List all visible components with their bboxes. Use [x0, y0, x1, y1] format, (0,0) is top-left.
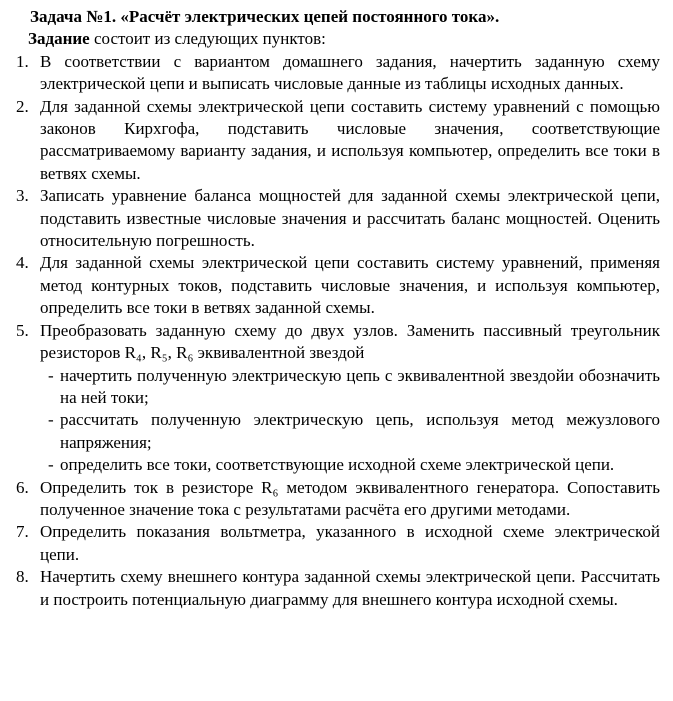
item-number: 5.	[16, 320, 29, 340]
list-subitem	[48, 409, 660, 454]
item-number: 8.	[16, 567, 29, 587]
intro-lead: Задание	[28, 29, 90, 49]
task-list	[14, 51, 660, 611]
item-body	[40, 320, 660, 477]
document-title: Задача №1. «Расчёт электрических цепей постоянного тока».	[30, 7, 500, 26]
list-item	[14, 252, 660, 319]
item-text: Начертить схему внешнего контура заданной схемы электрической цепи. Рассчитать и построить потенциальную диаграмму для внешнего контура исходной схемы.	[40, 567, 660, 609]
item-number: 2.	[16, 96, 29, 116]
item-text: Определить показания вольтметра, указанного в исходной схеме электрической цепи.	[40, 522, 660, 564]
subitem-dash: -	[48, 455, 54, 475]
subitem-text: рассчитать полученную электрическую цепь, используя метод межузлового напряжения;	[60, 410, 660, 452]
subitem-text: определить все токи, соответствующие исходной схеме электрической цепи.	[60, 455, 615, 475]
sub-list	[40, 365, 660, 477]
list-item	[14, 477, 660, 522]
list-item	[14, 521, 660, 566]
item-text: Преобразовать заданную схему до двух узлов. Заменить пассивный треугольник резисторов R₄, R₅, R₆ эквивалентной звездой	[40, 320, 660, 363]
subitem-dash: -	[48, 365, 54, 385]
item-number: 3.	[16, 186, 29, 206]
subitem-text: начертить полученную электрическую цепь с эквивалентной звездойи обозначить на ней токи;	[60, 365, 660, 407]
item-number: 6.	[16, 477, 29, 497]
item-text: В соответствии с вариантом домашнего задания, начертить заданную схему электрической цепи и выписать числовые данные из таблицы исходных данных.	[40, 51, 660, 94]
list-item	[14, 566, 660, 611]
item-text: Для заданной схемы электрической цепи составить систему уравнений, применяя метод контурных токов, подставить числовые значения, и используя компьютер, определить все токи в ветвях заданной схемы.	[40, 253, 660, 318]
intro-rest: состоит из следующих пунктов:	[89, 29, 326, 49]
list-item	[14, 96, 660, 186]
list-subitem	[48, 365, 660, 410]
list-item	[14, 185, 660, 252]
subitem-dash: -	[48, 410, 54, 430]
item-text: Записать уравнение баланса мощностей для заданной схемы электрической цепи, подставить известные числовые значения и рассчитать баланс мощностей. Оценить относительную погрешность.	[40, 186, 660, 251]
item-text: Определить ток в резисторе R₆ методом эквивалентного генератора. Сопоставить полученное значение тока с результатами расчёта его другими методами.	[40, 477, 660, 519]
item-number: 4.	[16, 253, 29, 273]
list-item	[14, 51, 660, 96]
intro-line	[14, 28, 660, 50]
item-number: 1.	[16, 51, 29, 71]
item-number: 7.	[16, 522, 29, 542]
list-subitem	[48, 454, 660, 476]
list-item	[14, 320, 660, 477]
item-text: Для заданной схемы электрической цепи составить систему уравнений с помощью законов Кирхгофа, подставить числовые значения, соответствующие рассматриваемому варианту задания, и используя компьютер, определить все токи в ветвях схемы.	[40, 96, 660, 183]
